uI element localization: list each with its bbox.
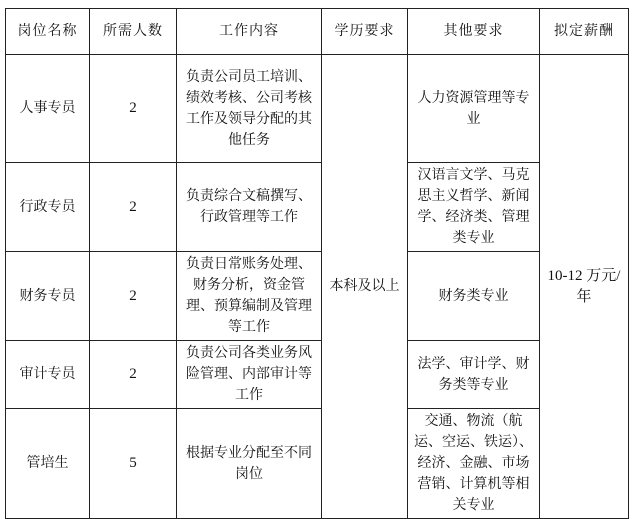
position-cell: 财务专员 bbox=[6, 252, 90, 341]
other-cell: 交通、物流（航运、空运、铁运）、经济、金融、市场营销、计算机等相关专业 bbox=[408, 409, 540, 519]
table-row bbox=[6, 409, 629, 519]
header-row bbox=[6, 9, 629, 55]
position-cell: 行政专员 bbox=[6, 163, 90, 252]
header-count: 所需人数 bbox=[90, 9, 177, 55]
count-cell: 2 bbox=[90, 163, 177, 252]
duties-cell: 负责公司员工培训、绩效考核、公司考核工作及领导分配的其他任务 bbox=[177, 55, 322, 163]
count-cell: 2 bbox=[90, 252, 177, 341]
recruitment-table bbox=[5, 8, 629, 519]
count-cell: 2 bbox=[90, 55, 177, 163]
table-row bbox=[6, 55, 629, 163]
duties-cell: 根据专业分配至不同岗位 bbox=[177, 409, 322, 519]
other-cell: 财务类专业 bbox=[408, 252, 540, 341]
header-education: 学历要求 bbox=[322, 9, 408, 55]
duties-cell: 负责日常账务处理、财务分析，资金管理、预算编制及管理等工作 bbox=[177, 252, 322, 341]
salary-cell: 10-12 万元/年 bbox=[540, 55, 629, 519]
education-cell: 本科及以上 bbox=[322, 55, 408, 519]
count-cell: 2 bbox=[90, 341, 177, 409]
table-row bbox=[6, 341, 629, 409]
position-cell: 人事专员 bbox=[6, 55, 90, 163]
count-cell: 5 bbox=[90, 409, 177, 519]
header-duties: 工作内容 bbox=[177, 9, 322, 55]
header-other: 其他要求 bbox=[408, 9, 540, 55]
other-cell: 汉语言文学、马克思主义哲学、新闻学、经济类、管理类专业 bbox=[408, 163, 540, 252]
position-cell: 审计专员 bbox=[6, 341, 90, 409]
duties-cell: 负责综合文稿撰写、行政管理等工作 bbox=[177, 163, 322, 252]
header-salary: 拟定薪酬 bbox=[540, 9, 629, 55]
position-cell: 管培生 bbox=[6, 409, 90, 519]
table-row bbox=[6, 163, 629, 252]
table-row bbox=[6, 252, 629, 341]
duties-cell: 负责公司各类业务风险管理、内部审计等工作 bbox=[177, 341, 322, 409]
other-cell: 法学、审计学、财务类等专业 bbox=[408, 341, 540, 409]
other-cell: 人力资源管理等专业 bbox=[408, 55, 540, 163]
header-position: 岗位名称 bbox=[6, 9, 90, 55]
